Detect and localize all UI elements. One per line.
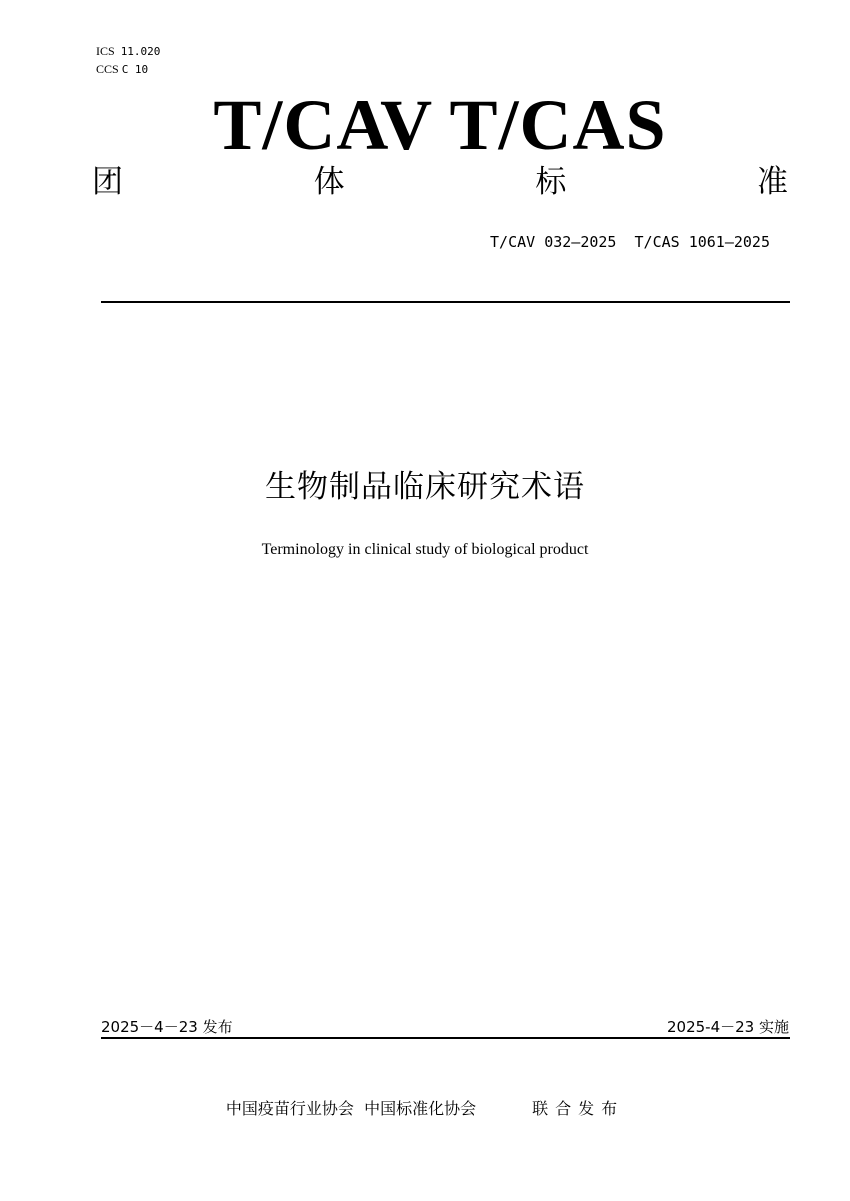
standard-type-char: 团 [92, 164, 123, 200]
issuer-line [0, 1098, 850, 1120]
ics-label: ICS [96, 44, 115, 58]
standard-type [92, 162, 788, 202]
ccs-code: C 10 [121, 63, 149, 76]
header-rule [101, 301, 790, 303]
ics-line [96, 44, 160, 59]
standard-type-char: 标 [535, 164, 567, 200]
implementation-date: 2025-4－23 实施 [667, 1018, 789, 1036]
standard-number: T/CAV 032—2025 T/CAS 1061—2025 [490, 233, 770, 251]
standard-type-char: 体 [313, 164, 345, 200]
ccs-line [96, 62, 148, 77]
ics-code: 11.020 [120, 45, 161, 58]
release-date: 2025－4－23 发布 [101, 1018, 233, 1036]
organization-mark: T/CAV T/CAS [213, 85, 667, 165]
title-chinese: 生物制品临床研究术语 [265, 469, 585, 505]
ccs-label: CCS [96, 62, 119, 76]
standard-type-char: 准 [756, 164, 788, 200]
joint-release: 联合发布 [532, 1099, 625, 1118]
title-english: Terminology in clinical study of biological product [261, 541, 589, 558]
footer-rule [101, 1037, 790, 1039]
issuers: 中国疫苗行业协会 中国标准化协会 [225, 1099, 477, 1118]
